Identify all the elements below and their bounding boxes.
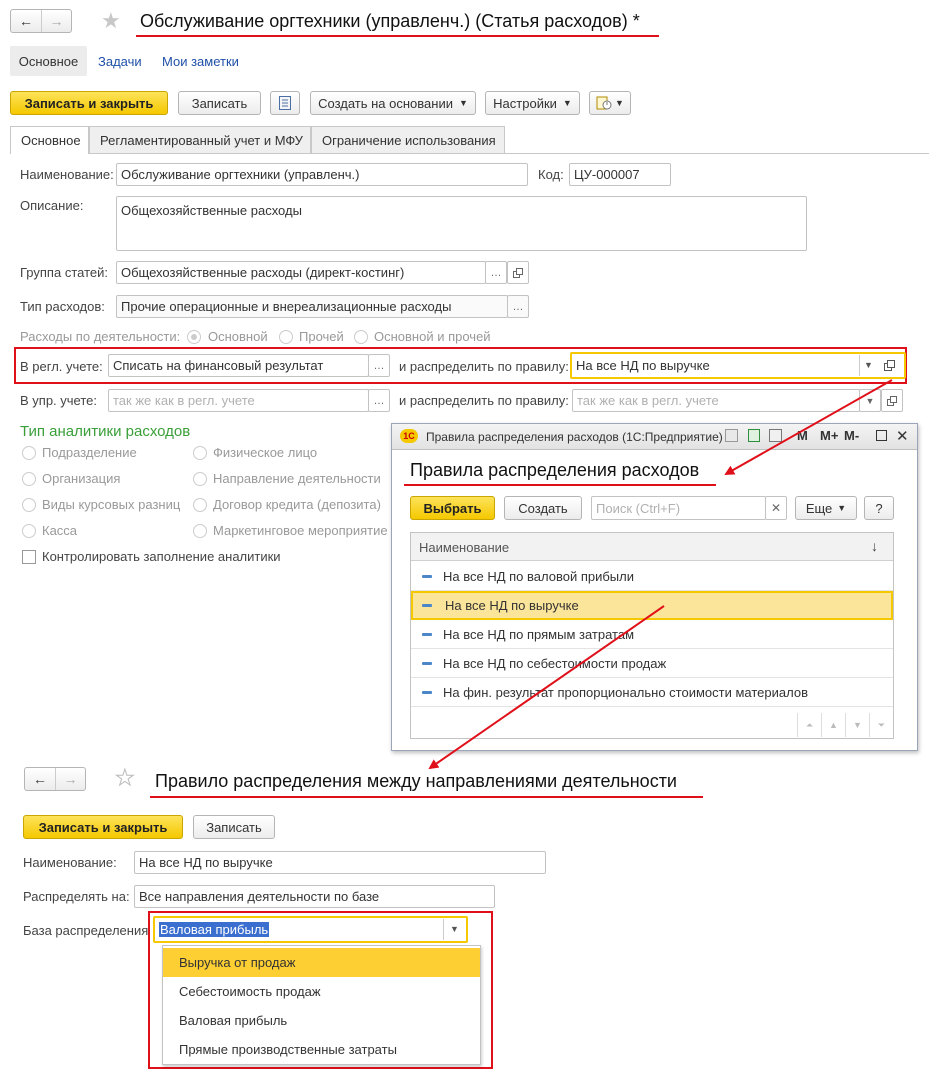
settings-label: Настройки: [493, 95, 557, 111]
tab-my-notes[interactable]: Мои заметки: [162, 54, 239, 69]
analytics-option: Договор кредита (депозита): [213, 497, 381, 512]
create-based-on-label: Создать на основании: [318, 95, 453, 111]
rule-page-title: Правило распределения между направлениями деятельности: [155, 771, 677, 791]
dropdown-option[interactable]: Прямые производственные затраты: [179, 1042, 397, 1057]
rule-distribute-label: Распределять на:: [23, 889, 130, 904]
clear-search-icon[interactable]: ✕: [765, 496, 787, 520]
analytics-option: Организация: [42, 471, 121, 486]
scroll-down-icon[interactable]: ▼: [845, 713, 869, 737]
row-label: На все НД по себестоимости продаж: [443, 655, 667, 671]
control-analytics-label: Контролировать заполнение аналитики: [42, 549, 281, 564]
arrow-popup-to-rule-form: [430, 606, 667, 768]
form-tab-main[interactable]: Основное: [10, 126, 89, 154]
upr-rule-dropdown-icon[interactable]: ▼: [859, 389, 881, 412]
analytics-option: Виды курсовых разниц: [42, 497, 181, 512]
popup-heading: Правила распределения расходов: [410, 460, 700, 480]
forward-button[interactable]: →: [41, 10, 71, 32]
upr-input[interactable]: так же как в регл. учете: [108, 389, 369, 412]
tab-tasks[interactable]: Задачи: [98, 54, 142, 69]
create-button[interactable]: Создать: [504, 496, 582, 520]
base-dropdown-icon[interactable]: ▼: [450, 924, 459, 934]
row-label: На все НД по валовой прибыли: [443, 568, 635, 584]
upr-label: В упр. учете:: [20, 393, 97, 408]
favorite-star-icon[interactable]: ★: [101, 8, 121, 33]
analytics-title: Тип аналитики расходов: [20, 423, 191, 440]
scroll-up-icon[interactable]: ▲: [821, 713, 845, 737]
row-label: На фин. результат пропорционально стоимости материалов: [443, 684, 808, 700]
sort-arrow-icon[interactable]: ↓: [871, 538, 878, 554]
group-label: Группа статей:: [20, 265, 108, 280]
dropdown-arrow-icon: ▼: [458, 98, 468, 108]
back-button[interactable]: ←: [19, 13, 33, 29]
help-button[interactable]: ?: [864, 496, 894, 520]
type-select-button[interactable]: …: [507, 295, 529, 318]
column-name-header[interactable]: Наименование: [419, 540, 510, 555]
description-label: Описание:: [20, 198, 84, 213]
rule-save-and-close-button[interactable]: Записать и закрыть: [23, 815, 183, 839]
rule-name-label: Наименование:: [23, 855, 117, 870]
analytics-option: Подразделение: [42, 445, 137, 460]
arrow-rule-to-popup: [726, 380, 892, 474]
code-input[interactable]: ЦУ-000007: [569, 163, 671, 186]
rule-distribute-input[interactable]: Все направления деятельности по базе: [134, 885, 495, 908]
name-input[interactable]: Обслуживание оргтехники (управленч.): [116, 163, 528, 186]
type-input[interactable]: Прочие операционные и внереализационные расходы: [116, 295, 508, 318]
analytics-option: Маркетинговое мероприятие: [213, 523, 388, 538]
type-label: Тип расходов:: [20, 299, 105, 314]
rule-name-input[interactable]: На все НД по выручке: [134, 851, 546, 874]
tab-main-label: Основное: [18, 53, 79, 69]
close-icon[interactable]: ✕: [896, 428, 909, 445]
memory-plus-icon[interactable]: M+: [820, 428, 839, 443]
row-label: На все НД по прямым затратам: [443, 626, 635, 642]
memory-m-icon[interactable]: M: [797, 428, 808, 443]
name-label: Наименование:: [20, 167, 114, 182]
regl-rule-dropdown-icon[interactable]: ▼: [864, 360, 873, 370]
activity-option-main: Основной: [208, 329, 268, 344]
upr-distribute-label: и распределить по правилу:: [399, 393, 569, 408]
form-tab-restrictions[interactable]: Ограничение использования: [311, 126, 505, 153]
base-value-selected: Валовая прибыль: [160, 922, 269, 937]
regl-input[interactable]: Списать на финансовый результат: [108, 354, 369, 377]
save-button[interactable]: Записать: [178, 91, 261, 115]
form-tab-regl-mfu[interactable]: Регламентированный учет и МФУ: [89, 126, 311, 153]
dropdown-option-selected[interactable]: Выручка от продаж: [163, 948, 480, 977]
scroll-bottom-icon[interactable]: ⏷: [869, 713, 893, 737]
regl-select-button[interactable]: …: [368, 354, 390, 377]
analytics-option: Физическое лицо: [213, 445, 318, 460]
select-button[interactable]: Выбрать: [410, 496, 495, 520]
scroll-top-icon[interactable]: ⏶: [797, 713, 821, 737]
1c-logo-icon: 1С: [400, 429, 418, 443]
activity-option-both: Основной и прочей: [374, 329, 491, 344]
group-input[interactable]: Общехозяйственные расходы (директ-костинг): [116, 261, 486, 284]
rule-favorite-star-icon[interactable]: ★: [115, 765, 135, 790]
popup-window-title: Правила распределения расходов (1С:Предприятие): [426, 430, 723, 444]
base-label: База распределения: [23, 923, 149, 938]
dropdown-option[interactable]: Себестоимость продаж: [179, 984, 321, 999]
memory-minus-icon[interactable]: M-: [844, 428, 860, 443]
dropdown-arrow-icon: ▼: [562, 98, 572, 108]
rule-save-button[interactable]: Записать: [193, 815, 275, 839]
rule-forward-button[interactable]: →: [55, 768, 85, 790]
row-label: На все НД по выручке: [445, 598, 579, 613]
more-label: Еще: [805, 500, 833, 516]
upr-rule-input[interactable]: так же как в регл. учете: [572, 389, 860, 412]
rule-back-button[interactable]: ←: [33, 771, 47, 787]
search-input[interactable]: Поиск (Ctrl+F): [591, 496, 766, 520]
regl-rule-value: На все НД по выручке: [576, 358, 710, 373]
activity-option-other: Прочей: [299, 329, 344, 344]
dropdown-option[interactable]: Валовая прибыль: [179, 1013, 288, 1028]
save-and-close-button[interactable]: Записать и закрыть: [10, 91, 168, 115]
analytics-option: Касса: [42, 523, 78, 538]
dropdown-arrow-icon: ▼: [837, 503, 847, 513]
dropdown-arrow-icon: ▼: [615, 98, 624, 108]
page-title: Обслуживание оргтехники (управленч.) (Статья расходов) *: [140, 11, 640, 31]
analytics-option: Направление деятельности: [213, 471, 381, 486]
regl-label: В регл. учете:: [20, 359, 103, 374]
description-textarea[interactable]: Общехозяйственные расходы: [116, 196, 807, 251]
regl-distribute-label: и распределить по правилу:: [399, 359, 569, 374]
code-label: Код:: [538, 167, 564, 182]
group-select-button[interactable]: …: [485, 261, 507, 284]
upr-select-button[interactable]: …: [368, 389, 390, 412]
activity-label: Расходы по деятельности:: [20, 329, 181, 344]
